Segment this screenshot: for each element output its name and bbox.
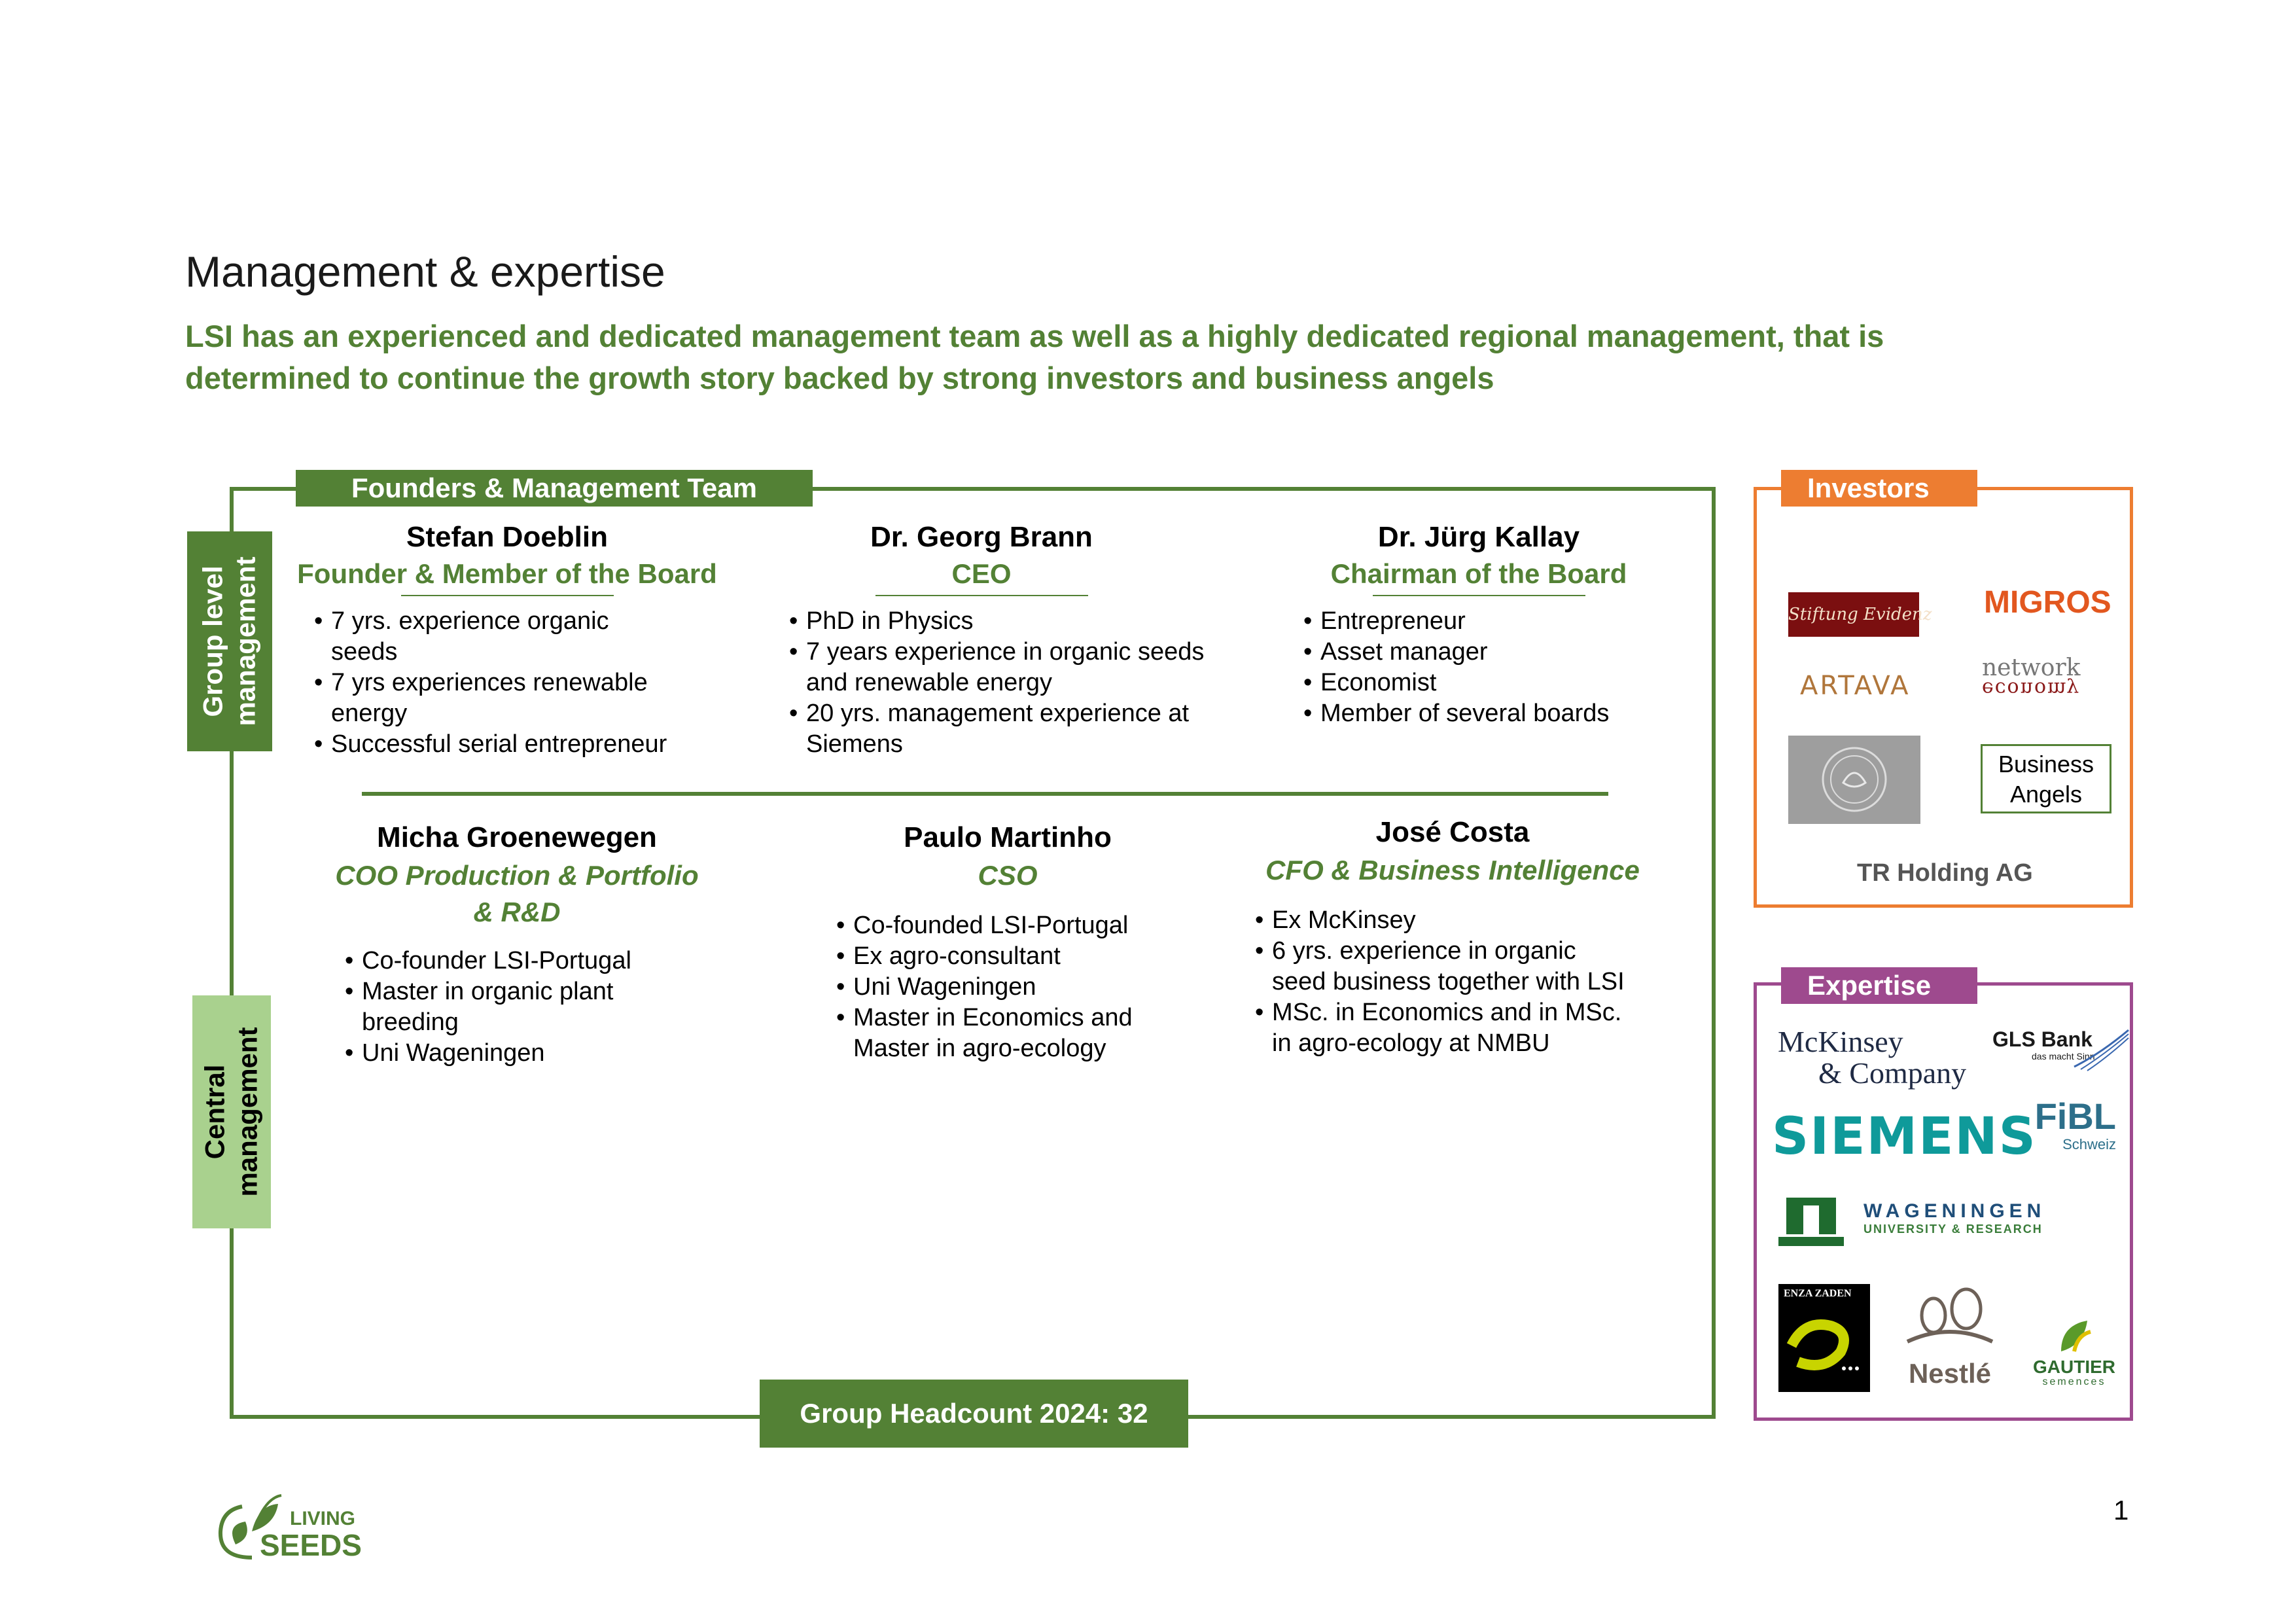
person-role: CSO [978,860,1038,891]
bullet-list-costa [1255,905,1634,1059]
bullet-item: • Ex agro-consultant [836,941,1163,972]
expertise-tab: Expertise [1781,967,1977,1004]
person-name: Micha Groenewegen [377,821,657,853]
fibl-logo [2031,1097,2116,1153]
role-underline [875,595,1088,596]
bullet-list-groenewegen [345,946,685,1069]
person-name: Dr. Georg Brann [870,521,1093,553]
subtitle-line-2: determined to continue the growth story backed by strong investors and business angels [185,361,1494,395]
bullet-item: • Successful serial entrepreneur [314,729,680,760]
person-card-kallay [1282,519,1675,596]
group-level-line-1: Group level [198,565,229,717]
business-angels-box [1981,744,2111,813]
bullet-item: • Uni Wageningen [345,1038,685,1069]
bullet-item: • 7 yrs. experience organic seeds [314,606,680,668]
gls-tagline: das macht Sinn [2032,1051,2095,1061]
logo-seeds-text: SEEDS [260,1528,362,1562]
network-economy-logo [1982,654,2100,700]
person-name: Stefan Doeblin [406,521,609,553]
gautier-sub: semences [2042,1376,2106,1387]
page-subtitle [185,315,2017,399]
person-name: José Costa [1375,816,1530,848]
bullet-item: • Master in Economics and Master in agro-ecology [836,1003,1163,1064]
bullet-item: • Co-founded LSI-Portugal [836,910,1163,941]
person-role: Founder & Member of the Board [297,558,717,589]
group-level-line-2: management [230,556,262,726]
bullet-item: • PhD in Physics [789,606,1208,637]
bullet-item: • Co-founder LSI-Portugal [345,946,685,976]
enza-text: ENZA ZADEN [1784,1288,1852,1299]
wageningen-emblem-icon [1778,1198,1844,1250]
bullet-item: • 7 years experience in organic seeds and renewable energy [789,637,1208,698]
logo-living-text: LIVING [290,1508,356,1529]
bullet-item: • Uni Wageningen [836,972,1163,1003]
bullet-item: • Entrepreneur [1303,606,1670,637]
bullet-list-kallay [1303,606,1670,729]
network-text: network [1982,654,2081,681]
gls-swoosh-icon [2071,1027,2130,1073]
person-role: Chairman of the Board [1330,558,1627,589]
artava-logo: ARTAVA [1800,671,1911,701]
person-name: Paulo Martinho [904,821,1112,853]
bullet-item: • MSc. in Economics and in MSc. in agro-ecology at NMBU [1255,997,1634,1059]
foundation-seal-logo [1788,736,1920,824]
role-underline [401,595,614,596]
person-role: CFO & Business Intelligence [1265,855,1640,885]
fibl-text: FiBL [2034,1096,2116,1137]
gls-bank-logo [1992,1027,2130,1073]
bullet-item: • Ex McKinsey [1255,905,1634,936]
economy-text: economy [1982,677,2080,700]
business-angels-line-2: Angels [2009,781,2083,808]
bullet-list-martinho [836,910,1163,1064]
evidenz-text: Stiftung Evidenz [1788,605,1932,624]
fibl-sub: Schweiz [2062,1136,2116,1152]
person-role: CEO [951,558,1012,589]
bullet-item: • 6 yrs. experience in organic seed business together with LSI [1255,936,1634,997]
person-role-line-2: & R&D [473,897,561,927]
person-role-line-1: COO Production & Portfolio [335,860,699,891]
business-angels-line-1: Business [1998,751,2094,777]
person-name: Dr. Jürg Kallay [1377,521,1580,553]
mckinsey-logo [1778,1026,1966,1089]
nestle-text: Nestlé [1908,1358,1992,1389]
wageningen-logo [1863,1200,2045,1236]
role-underline [1373,595,1585,596]
siemens-logo: SIEMENS [1772,1107,2037,1166]
person-card-costa [1230,814,1675,889]
gautier-logo [2032,1315,2117,1388]
enza-zaden-logo [1778,1284,1870,1392]
gautier-text: GAUTIER [2033,1357,2115,1377]
mckinsey-line-2: & Company [1818,1056,1967,1090]
bullet-item: • Master in organic plant breeding [345,976,685,1038]
bullet-list-brann [789,606,1208,760]
central-line-2: management [232,1027,264,1197]
investors-tab: Investors [1781,470,1977,507]
enza-mark-icon [1778,1300,1870,1385]
nestle-nest-icon [1894,1283,2005,1355]
bullet-item: • Economist [1303,668,1670,698]
section-divider [362,792,1608,796]
bullet-item: • 7 yrs experiences renewable energy [314,668,680,729]
tr-holding-logo: TR Holding AG [1857,859,2033,887]
wageningen-text: WAGENINGEN [1863,1200,2046,1222]
subtitle-line-1: LSI has an experienced and dedicated management team as well as a highly dedicated regional management, that is [185,319,1884,353]
bullet-item: • Member of several boards [1303,698,1670,729]
mckinsey-line-1: McKinsey [1778,1025,1903,1058]
bullet-item: • Asset manager [1303,637,1670,668]
seal-icon [1788,736,1920,824]
person-card-doeblin [288,519,726,596]
bullet-item: • 20 yrs. management experience at Siemens [789,698,1208,760]
person-card-groenewegen [288,819,746,931]
founders-team-tab: Founders & Management Team [296,470,813,507]
wageningen-sub: UNIVERSITY & RESEARCH [1863,1222,2043,1236]
gautier-leaf-icon [2055,1315,2094,1355]
gls-text: GLS Bank [1992,1027,2093,1051]
migros-logo: MIGROS [1984,585,2111,620]
headcount-badge: Group Headcount 2024: 32 [760,1380,1188,1448]
living-seeds-logo [213,1492,370,1564]
central-management-label [192,995,271,1228]
bullet-list-doeblin [314,606,680,760]
central-line-1: Central [200,1064,231,1160]
stiftung-evidenz-logo [1788,592,1932,637]
nestle-logo [1894,1283,2005,1391]
person-card-martinho [811,819,1204,894]
group-level-label [187,531,272,751]
person-card-brann [785,519,1178,596]
page-number: 1 [2113,1495,2129,1525]
page-title: Management & expertise [185,247,665,296]
